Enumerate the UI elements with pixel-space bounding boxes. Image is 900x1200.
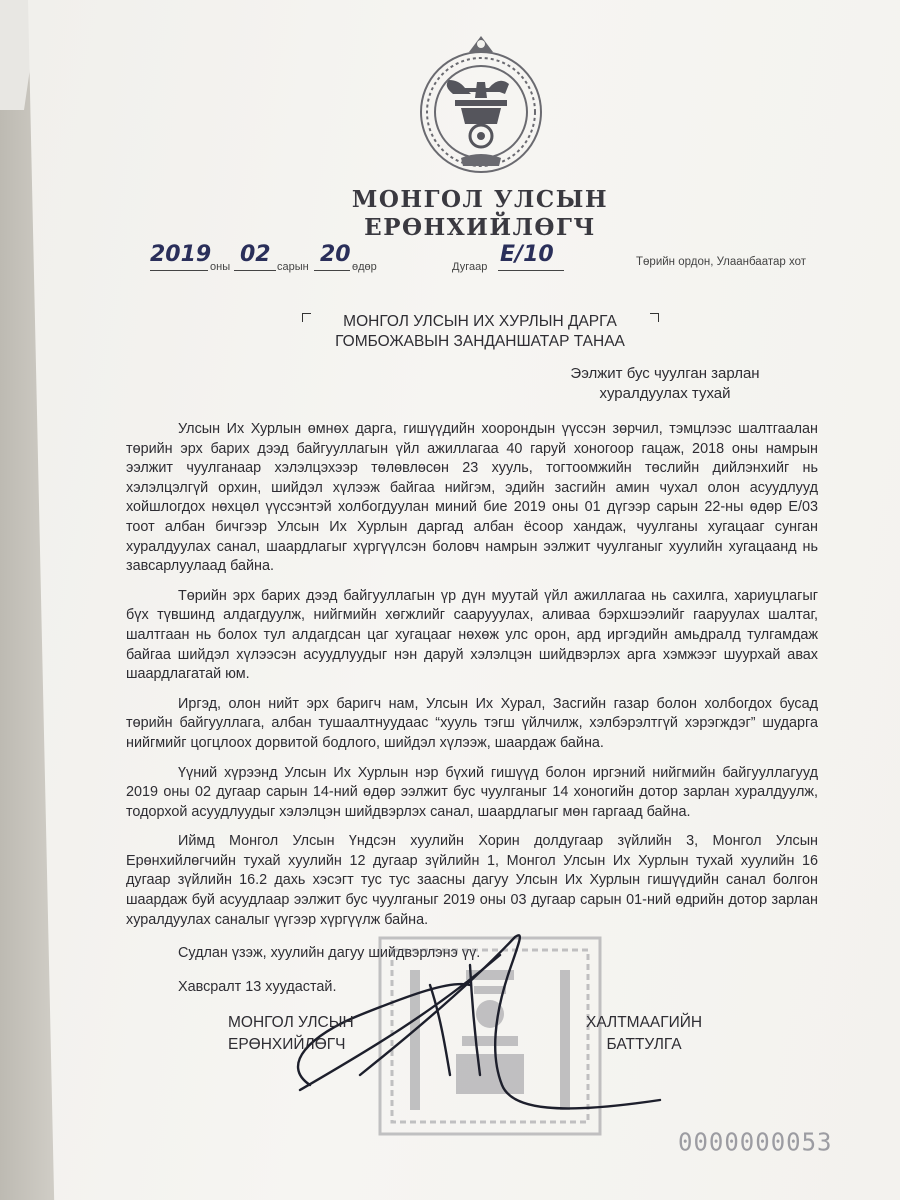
month-suffix: сарын <box>277 261 309 273</box>
signatory-name-line1: ХАЛТМААГИЙН <box>586 1014 703 1031</box>
date-day: 20 <box>320 242 351 267</box>
day-suffix: өдөр <box>352 261 377 273</box>
subject-line2: хуралдуулах тухай <box>599 385 731 402</box>
place-of-issue: Төрийн ордон, Улаанбаатар хот <box>636 256 806 268</box>
institution-line1: МОНГОЛ УЛСЫН <box>351 186 609 213</box>
signatory-title <box>228 1012 354 1056</box>
body-paragraph: Улсын Их Хурлын өмнөх дарга, гишүүдийн хоорондын үүссэн зөрчил, тэмцлээс шалтгаалан төрийн эрх барих дээд байгууллагын үйл ажиллагаа 40 гаруй хоногоор гацаж, 2018 оны намрын ээлжит чуулганаар хэлэлцэхээр төлөвлөсөн 23 хууль, тогтоомжийн төслийн дийлэнхийг нь хэлэлцэлгүй орхин, шийдэл хүлээж байгаа нийгэм, эдийн засгийн амин чухал олон асуудлууд хойшлогдох нөхцөл үүссэнтэй холбогдуулан миний бие 2019 оны 01 дүгээр сарын 22-ны өдөр Е/03 тоот албан бичгээр Улсын Их Хурлын даргад албан ёсоор хандаж, чуулганы хугацааг сунган хуралдуулах санал, шаардлагыг хүргүүлсэн боловч намрын ээлжит чуулганыг хуулийн хугацаанд нь завсарлуулаад байна. <box>126 421 818 575</box>
year-underline <box>150 270 208 271</box>
recipient-line1: МОНГОЛ УЛСЫН ИХ ХУРЛЫН ДАРГА <box>343 313 617 330</box>
day-underline <box>314 270 350 271</box>
document-number-field <box>452 242 572 278</box>
document-number: Е/10 <box>500 242 554 267</box>
signatory-name <box>586 1012 702 1056</box>
attachment-note: Хавсралт 13 хуудастай. <box>178 978 337 995</box>
institution-line2: ЕРӨНХИЙЛӨГЧ <box>364 214 596 241</box>
number-label: Дугаар <box>452 261 488 273</box>
body-paragraph: Иргэд, олон нийт эрх баригч нам, Улсын Их Хурал, Засгийн газар болон холбогдох бусад төрийн байгууллага, албан тушаалтнуудаас “хууль тэгш үйлчилж, хэлбэрэлтгүй хэрэгждэг” шударга нийгмийг цогцлоох дорвитой бодлого, шийдэл хүлээж, шаардаж байна. <box>126 695 818 751</box>
state-emblem-icon <box>413 28 549 188</box>
date-month: 02 <box>240 242 271 267</box>
year-suffix: оны <box>210 261 231 273</box>
body-paragraph: Үүний хүрээнд Улсын Их Хурлын нэр бүхий гишүүд болон иргэний нийгмийн байгууллагууд 2019 оны 02 дугаар сарын 14-ний өдөр ээлжит бус чуулганыг 14 хоногийн дотор зарлан хуралдуулж, тодорхой асуудлуудыг хэлэлцэн шийдвэрлэх санал, шаардлагыг мөн гаргаад байна. <box>126 764 818 820</box>
month-underline <box>234 270 276 271</box>
letter-body <box>126 420 818 1007</box>
body-paragraph: Төрийн эрх барих дээд байгууллагын үр дүн муутай үйл ажиллагаа нь сахилга, хариуцлагыг бүх түвшинд алдагдуулж, нийгмийн хөгжлийг саарууулах, аливаа бэрхшээлийг гааруулах шалтаг, шалтгаан нь болох тул алдагдсан цаг хугацааг нөхөж улс орон, ард иргэдийн амьдралд тулгамдаж байгаа шийдэл хүлээсэн асуудлуудыг нэн даруй хэлэлцэн шийдвэрлэх арга хэмжээг шуурхай авах шаардлагатай юм. <box>126 587 818 683</box>
number-underline <box>498 270 564 271</box>
date-field <box>150 242 380 278</box>
recipient-line2: ГОМБОЖАВЫН ЗАНДАНШАТАР ТАНАА <box>335 333 625 350</box>
subject-block <box>540 364 790 404</box>
closing-line: Судлан үзэж, хуулийн дагуу шийдвэрлэнэ үү. <box>178 945 481 962</box>
body-paragraph: Иймд Монгол Улсын Үндсэн хуулийн Хорин долдугаар зүйлийн 3, Монгол Улсын Ерөнхийлөгчийн тухай хуулийн 12 дугаар зүйлийн 1, Монгол Улсын Их Хурлын тухай хуулийн 16 дугаар зүйлийн 16.2 дахь хэсэгт тус тус заасны дагуу Улсын Их Хурлын гишүүдийн санал болгон шаардаж буй асуудлаар ээлжит бус чуулганыг 2019 оны 03 дугаар сарын 01-ний өдрийн дотор зарлан хуралдуулах саналыг үүгээр хүргүүлж байна. <box>126 833 818 928</box>
date-year: 2019 <box>150 242 212 267</box>
serial-number: 0000000053 <box>678 1127 833 1157</box>
signatory-name-line2: БАТТУЛГА <box>606 1036 682 1053</box>
recipient-block <box>300 312 660 352</box>
institution-title <box>330 186 630 242</box>
subject-line1: Ээлжит бус чуулган зарлан <box>570 365 760 382</box>
signatory-title-line2: ЕРӨНХИЙЛӨГЧ <box>228 1036 346 1053</box>
signatory-title-line1: МОНГОЛ УЛСЫН <box>228 1014 354 1031</box>
